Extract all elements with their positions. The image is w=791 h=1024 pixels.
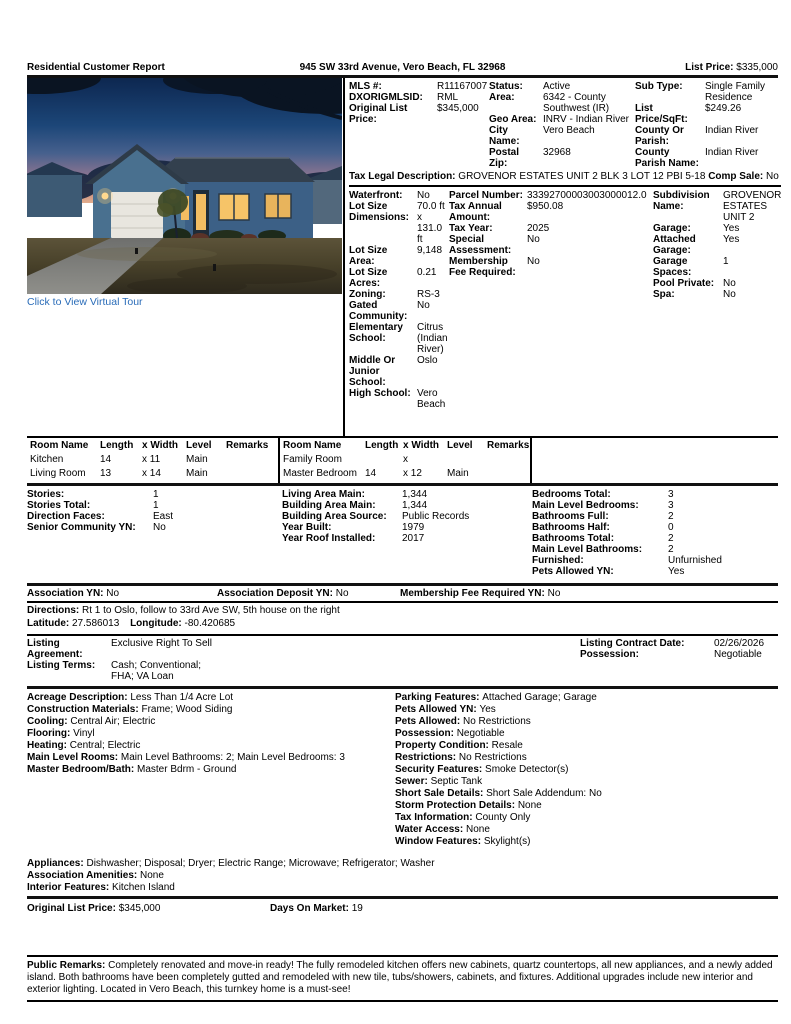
field-value: 2 xyxy=(668,533,674,544)
field-label: Parcel Number: xyxy=(449,190,523,201)
field-value: RS-3 xyxy=(417,289,440,300)
summary-col-3 xyxy=(635,81,781,169)
room-cell: 14 xyxy=(100,454,112,465)
field-value: 3 xyxy=(668,500,674,511)
field-value: Yes xyxy=(723,234,740,245)
field-value: Skylight(s) xyxy=(483,836,531,847)
feature-line xyxy=(27,870,778,882)
field-value: Short Sale Addendum: No xyxy=(486,788,602,799)
room-table-spacer xyxy=(532,438,778,483)
field-label: Living Area Main: xyxy=(282,489,365,500)
field-value: No Restrictions xyxy=(458,752,527,763)
feature-line xyxy=(27,740,387,752)
field-label: Lot Size Acres: xyxy=(349,267,388,289)
field-label: Association YN: xyxy=(27,588,107,599)
field-label: Membership Fee Required YN: xyxy=(400,588,548,599)
field-value: 2017 xyxy=(402,533,425,544)
feature-line xyxy=(395,716,778,728)
field-value: Frame; Wood Siding xyxy=(141,704,233,715)
longitude-label: Longitude: xyxy=(130,618,182,629)
field-label: Lot Size Area: xyxy=(349,245,388,267)
structure-section xyxy=(27,486,778,583)
virtual-tour-link[interactable]: Click to View Virtual Tour xyxy=(27,296,143,308)
room-cell xyxy=(226,454,277,465)
directions-line xyxy=(27,605,778,616)
appliances-lines xyxy=(27,858,778,894)
field-label: Elementary School: xyxy=(349,322,403,344)
field-label: Building Area Source: xyxy=(282,511,387,522)
field-label: Main Level Rooms: xyxy=(27,752,121,763)
field-label: Short Sale Details: xyxy=(395,788,487,799)
feature-line xyxy=(395,728,778,740)
field-value: 1,344 xyxy=(402,500,428,511)
structure-col-2 xyxy=(282,489,532,577)
summary-col-2 xyxy=(489,81,635,169)
public-remarks-value: Completely renovated and move-in ready! The fully remodeled kitchen offers new cabinets, quartz countertops, all new appliances, and a newly added island. Both bathrooms have been completely gutted and remodeled with new tile, tubs/showers, cabinets, and fixtures. Additional upgrades include new interior and exterior lighting. Located in Vero Beach, this turnkey home is a must-see! xyxy=(27,960,773,995)
room-column-header: x Width xyxy=(142,440,179,451)
tax-legal-label: Tax Legal Description: xyxy=(349,171,456,182)
field-label: Subdivision Name: xyxy=(653,190,710,212)
field-label: City Name: xyxy=(489,125,520,147)
field-value: No xyxy=(527,234,540,245)
field-value: 0.21 xyxy=(417,267,437,278)
field-value: 1,344 xyxy=(402,489,428,500)
field-value: Citrus (Indian River) xyxy=(417,322,448,355)
field-label: Tax Annual Amount: xyxy=(449,201,502,223)
field-label: Spa: xyxy=(653,289,675,300)
room-column-header: Length xyxy=(100,440,134,451)
feature-line xyxy=(395,740,778,752)
field-value: Less Than 1/4 Acre Lot xyxy=(130,692,234,703)
room-cell xyxy=(487,468,529,479)
field-value: No xyxy=(417,300,430,311)
field-label: Storm Protection Details: xyxy=(395,800,518,811)
list-price-label: List Price: xyxy=(685,62,734,73)
feature-line xyxy=(27,752,387,764)
latitude-value: 27.586013 xyxy=(72,618,120,629)
field-label: MLS #: xyxy=(349,81,382,92)
features-section xyxy=(27,689,778,848)
field-value: Vinyl xyxy=(73,728,95,739)
field-label: Window Features: xyxy=(395,836,484,847)
field-label: Senior Community YN: xyxy=(27,522,136,533)
feature-line xyxy=(27,704,387,716)
room-cell xyxy=(487,454,529,465)
field-label: Water Access: xyxy=(395,824,466,835)
structure-col-1 xyxy=(27,489,282,577)
room-cell: Living Room xyxy=(30,468,86,479)
feature-line xyxy=(395,752,778,764)
room-column-header: Length xyxy=(365,440,399,451)
room-column-header: Room Name xyxy=(30,440,89,451)
details-col-3 xyxy=(653,190,781,300)
field-value: Vero Beach xyxy=(543,125,595,136)
field-label: Listing Agreement: xyxy=(27,638,83,660)
field-value: 02/26/2026 xyxy=(714,638,765,649)
feature-line xyxy=(27,728,387,740)
field-label: Security Features: xyxy=(395,764,486,775)
room-cell: x xyxy=(403,454,408,465)
structure-col-3 xyxy=(532,489,778,577)
field-label: Possession: xyxy=(395,728,457,739)
field-label: Association Deposit YN: xyxy=(217,588,336,599)
room-column-header: Remarks xyxy=(487,440,530,451)
field-value: Unfurnished xyxy=(668,555,722,566)
field-label: Original List Price: xyxy=(27,903,119,914)
field-value: 19 xyxy=(351,903,363,914)
field-value: No xyxy=(527,256,540,267)
field-value: Indian River xyxy=(705,125,759,136)
room-column-header: Room Name xyxy=(283,440,342,451)
field-value: 1 xyxy=(723,256,729,267)
field-value: Kitchen Island xyxy=(112,882,175,893)
field-label: County Parish Name: xyxy=(635,147,699,169)
field-value: GROVENOR ESTATES UNIT 2 xyxy=(723,190,782,223)
longitude-value: -80.420685 xyxy=(184,618,236,629)
features-left-column xyxy=(27,692,395,848)
list-price xyxy=(557,62,778,73)
field-label: Interior Features: xyxy=(27,882,113,893)
field-value: RML xyxy=(437,92,459,103)
field-label: Possession: xyxy=(580,649,639,660)
field-value: No Restrictions xyxy=(462,716,531,727)
field-value: Cash; Conventional; FHA; VA Loan xyxy=(111,660,202,682)
field-value: Public Records xyxy=(402,511,470,522)
field-value: 9,148 xyxy=(417,245,443,256)
field-value: Central Air; Electric xyxy=(70,716,156,727)
room-cell: Main xyxy=(186,454,208,465)
property-photo xyxy=(27,78,342,294)
field-value: 2 xyxy=(668,544,674,555)
field-label: Flooring: xyxy=(27,728,74,739)
room-cell: 14 xyxy=(365,468,377,479)
field-label: List Price/SqFt: xyxy=(635,103,688,125)
feature-line xyxy=(395,800,778,812)
field-label: Tax Information: xyxy=(395,812,476,823)
field-value: 70.0 ft x 131.0 ft xyxy=(417,201,445,245)
room-cell: Family Room xyxy=(283,454,342,465)
room-cell: Main xyxy=(186,468,208,479)
field-value: $345,000 xyxy=(118,903,161,914)
summary-col-1 xyxy=(349,81,489,125)
field-value: Active xyxy=(543,81,571,92)
field-value: 1 xyxy=(153,489,159,500)
field-value: Oslo xyxy=(417,355,438,366)
feature-line xyxy=(27,716,387,728)
field-label: Bathrooms Half: xyxy=(532,522,610,533)
field-label: Year Roof Installed: xyxy=(282,533,376,544)
field-label: Cooling: xyxy=(27,716,71,727)
field-value: Indian River xyxy=(705,147,759,158)
field-value: 2 xyxy=(668,511,674,522)
property-details xyxy=(349,190,781,410)
field-value: Vero Beach xyxy=(417,388,446,410)
field-value: No xyxy=(723,289,736,300)
field-label: Postal Zip: xyxy=(489,147,520,169)
field-value: Negotiable xyxy=(714,649,762,660)
feature-line xyxy=(395,788,778,800)
comp-sale-label: Comp Sale: xyxy=(708,171,764,182)
directions-section xyxy=(27,603,778,634)
association-row xyxy=(27,586,778,601)
details-col-1 xyxy=(349,190,449,410)
field-label: Restrictions: xyxy=(395,752,459,763)
room-column-header: x Width xyxy=(403,440,440,451)
room-table-left xyxy=(27,438,280,483)
feature-line xyxy=(395,812,778,824)
tax-legal-line xyxy=(349,171,781,182)
field-value: 6342 - County Southwest (IR) xyxy=(543,92,610,114)
summary-row xyxy=(27,899,778,917)
field-value: 0 xyxy=(668,522,674,533)
field-value: 33392700003003000012.0 xyxy=(527,190,647,201)
comp-sale-value: No xyxy=(766,171,779,182)
property-address: 945 SW 33rd Avenue, Vero Beach, FL 32968 xyxy=(299,62,506,73)
room-cell: Master Bedroom xyxy=(283,468,357,479)
field-value: County Only xyxy=(475,812,531,823)
field-value: 3 xyxy=(668,489,674,500)
field-value: 1 xyxy=(153,500,159,511)
field-label: Pets Allowed: xyxy=(395,716,463,727)
field-label: Waterfront: xyxy=(349,190,403,201)
feature-line xyxy=(395,776,778,788)
room-cell: 13 xyxy=(100,468,112,479)
field-value: No xyxy=(417,190,430,201)
directions-value: Rt 1 to Oslo, follow to 33rd Ave SW, 5th house on the right xyxy=(82,605,340,616)
field-value: Exclusive Right To Sell xyxy=(111,638,212,649)
field-label: Appliances: xyxy=(27,858,87,869)
photo-main-house xyxy=(85,144,315,240)
features-right-column xyxy=(395,692,778,848)
field-label: Listing Contract Date: xyxy=(580,638,685,649)
listing-info-panel xyxy=(343,78,781,436)
field-label: Building Area Main: xyxy=(282,500,376,511)
details-col-2 xyxy=(449,190,653,278)
feature-line xyxy=(27,858,778,870)
field-label: Bathrooms Full: xyxy=(532,511,609,522)
field-value: Main Level Bathrooms: 2; Main Level Bedrooms: 3 xyxy=(120,752,345,763)
top-section xyxy=(27,78,782,436)
directions-label: Directions: xyxy=(27,605,80,616)
field-label: Garage: xyxy=(653,223,691,234)
lat-long-line xyxy=(27,618,778,629)
field-label: Listing Terms: xyxy=(27,660,96,671)
field-label: Acreage Description: xyxy=(27,692,131,703)
field-value: No xyxy=(547,588,561,599)
appliances-section xyxy=(27,858,778,899)
field-label: Stories Total: xyxy=(27,500,91,511)
field-label: Sub Type: xyxy=(635,81,683,92)
field-value: Septic Tank xyxy=(430,776,483,787)
report-title: Residential Customer Report xyxy=(27,62,165,73)
field-label: Sewer: xyxy=(395,776,431,787)
field-label: Year Built: xyxy=(282,522,332,533)
field-value: None xyxy=(465,824,490,835)
field-label: Pets Allowed YN: xyxy=(532,566,614,577)
feature-line xyxy=(27,764,387,776)
room-cell xyxy=(365,454,403,465)
field-value: No xyxy=(106,588,120,599)
field-label: Parking Features: xyxy=(395,692,483,703)
field-value: East xyxy=(153,511,174,522)
room-cell: Kitchen xyxy=(30,454,64,465)
field-pair xyxy=(400,588,560,599)
room-column-header: Remarks xyxy=(226,440,269,451)
listing-agreement-col xyxy=(27,638,223,682)
listing-summary xyxy=(349,81,781,169)
field-value: Single Family Residence xyxy=(705,81,766,103)
field-value: Central; Electric xyxy=(69,740,141,751)
field-label: Furnished: xyxy=(532,555,584,566)
divider xyxy=(349,185,781,187)
field-value: $249.26 xyxy=(705,103,742,114)
field-label: Main Level Bedrooms: xyxy=(532,500,639,511)
feature-line xyxy=(395,764,778,776)
field-label: Special Assessment: xyxy=(449,234,512,256)
feature-line xyxy=(27,882,778,894)
feature-line xyxy=(395,704,778,716)
field-label: Pool Private: xyxy=(653,278,715,289)
field-value: R11167007 xyxy=(437,81,488,92)
contract-date-col xyxy=(580,638,778,682)
field-pair xyxy=(27,903,270,914)
field-label: Lot Size Dimensions: xyxy=(349,201,410,223)
latitude-label: Latitude: xyxy=(27,618,70,629)
room-cell: x 14 xyxy=(142,468,161,479)
field-value: Smoke Detector(s) xyxy=(485,764,569,775)
field-pair xyxy=(217,588,400,599)
field-label: Direction Faces: xyxy=(27,511,105,522)
room-cell: Main xyxy=(447,468,469,479)
photo-column xyxy=(27,78,342,436)
listing-contract-section xyxy=(27,636,778,686)
field-value: No xyxy=(335,588,349,599)
field-value: No xyxy=(153,522,166,533)
field-value: Dishwasher; Disposal; Dryer; Electric Range; Microwave; Refrigerator; Washer xyxy=(86,858,435,869)
field-label: Area: xyxy=(489,92,515,103)
field-pair xyxy=(270,903,363,914)
room-cell xyxy=(226,468,277,479)
tax-legal-value: GROVENOR ESTATES UNIT 2 BLK 3 LOT 12 PBI 5-18 xyxy=(458,171,706,182)
field-value: None xyxy=(140,870,164,881)
room-column-header: Level xyxy=(447,440,473,451)
field-value: None xyxy=(517,800,542,811)
field-value: $950.08 xyxy=(527,201,564,212)
field-label: High School: xyxy=(349,388,411,399)
field-label: Attached Garage: xyxy=(653,234,696,256)
public-remarks-label: Public Remarks: xyxy=(27,960,106,971)
field-label: DXORIGMLSID: xyxy=(349,92,423,103)
field-value: Yes xyxy=(723,223,740,234)
field-pair xyxy=(27,588,217,599)
field-value: 2025 xyxy=(527,223,550,234)
room-dimension-tables xyxy=(27,436,778,486)
field-label: Construction Materials: xyxy=(27,704,142,715)
field-label: Garage Spaces: xyxy=(653,256,692,278)
field-label: Status: xyxy=(489,81,523,92)
field-value: Negotiable xyxy=(456,728,505,739)
field-value: Attached Garage; Garage xyxy=(482,692,597,703)
field-value: $345,000 xyxy=(437,103,479,114)
field-value: 1979 xyxy=(402,522,425,533)
field-label: Days On Market: xyxy=(270,903,352,914)
room-table-right xyxy=(280,438,532,483)
field-label: County Or Parish: xyxy=(635,125,684,147)
feature-line xyxy=(395,692,778,704)
feature-line xyxy=(395,836,778,848)
feature-line xyxy=(395,824,778,836)
room-cell xyxy=(447,454,487,465)
field-value: Master Bdrm - Ground xyxy=(137,764,237,775)
public-remarks xyxy=(27,955,778,1002)
field-value: INRV - Indian River xyxy=(543,114,629,125)
list-price-value: $335,000 xyxy=(736,62,778,73)
feature-line xyxy=(27,692,387,704)
field-label: Middle Or Junior School: xyxy=(349,355,396,388)
field-label: Bathrooms Total: xyxy=(532,533,615,544)
field-label: Bedrooms Total: xyxy=(532,489,611,500)
field-label: Association Amenities: xyxy=(27,870,140,881)
field-value: Resale xyxy=(491,740,523,751)
field-label: Master Bedroom/Bath: xyxy=(27,764,138,775)
field-label: Stories: xyxy=(27,489,65,500)
field-label: Main Level Bathrooms: xyxy=(532,544,643,555)
field-label: Geo Area: xyxy=(489,114,537,125)
report-header xyxy=(27,62,778,75)
field-value: Yes xyxy=(479,704,496,715)
photo-garage-door xyxy=(111,192,163,238)
field-label: Membership Fee Required: xyxy=(449,256,516,278)
field-label: Gated Community: xyxy=(349,300,408,322)
field-label: Original List Price: xyxy=(349,103,408,125)
field-label: Heating: xyxy=(27,740,70,751)
field-value: 32968 xyxy=(543,147,571,158)
room-column-header: Level xyxy=(186,440,212,451)
field-value: No xyxy=(723,278,736,289)
room-cell: x 11 xyxy=(142,454,161,465)
room-cell: x 12 xyxy=(403,468,422,479)
field-label: Pets Allowed YN: xyxy=(395,704,480,715)
field-label: Tax Year: xyxy=(449,223,493,234)
field-label: Zoning: xyxy=(349,289,386,300)
field-label: Property Condition: xyxy=(395,740,492,751)
field-value: Yes xyxy=(668,566,685,577)
